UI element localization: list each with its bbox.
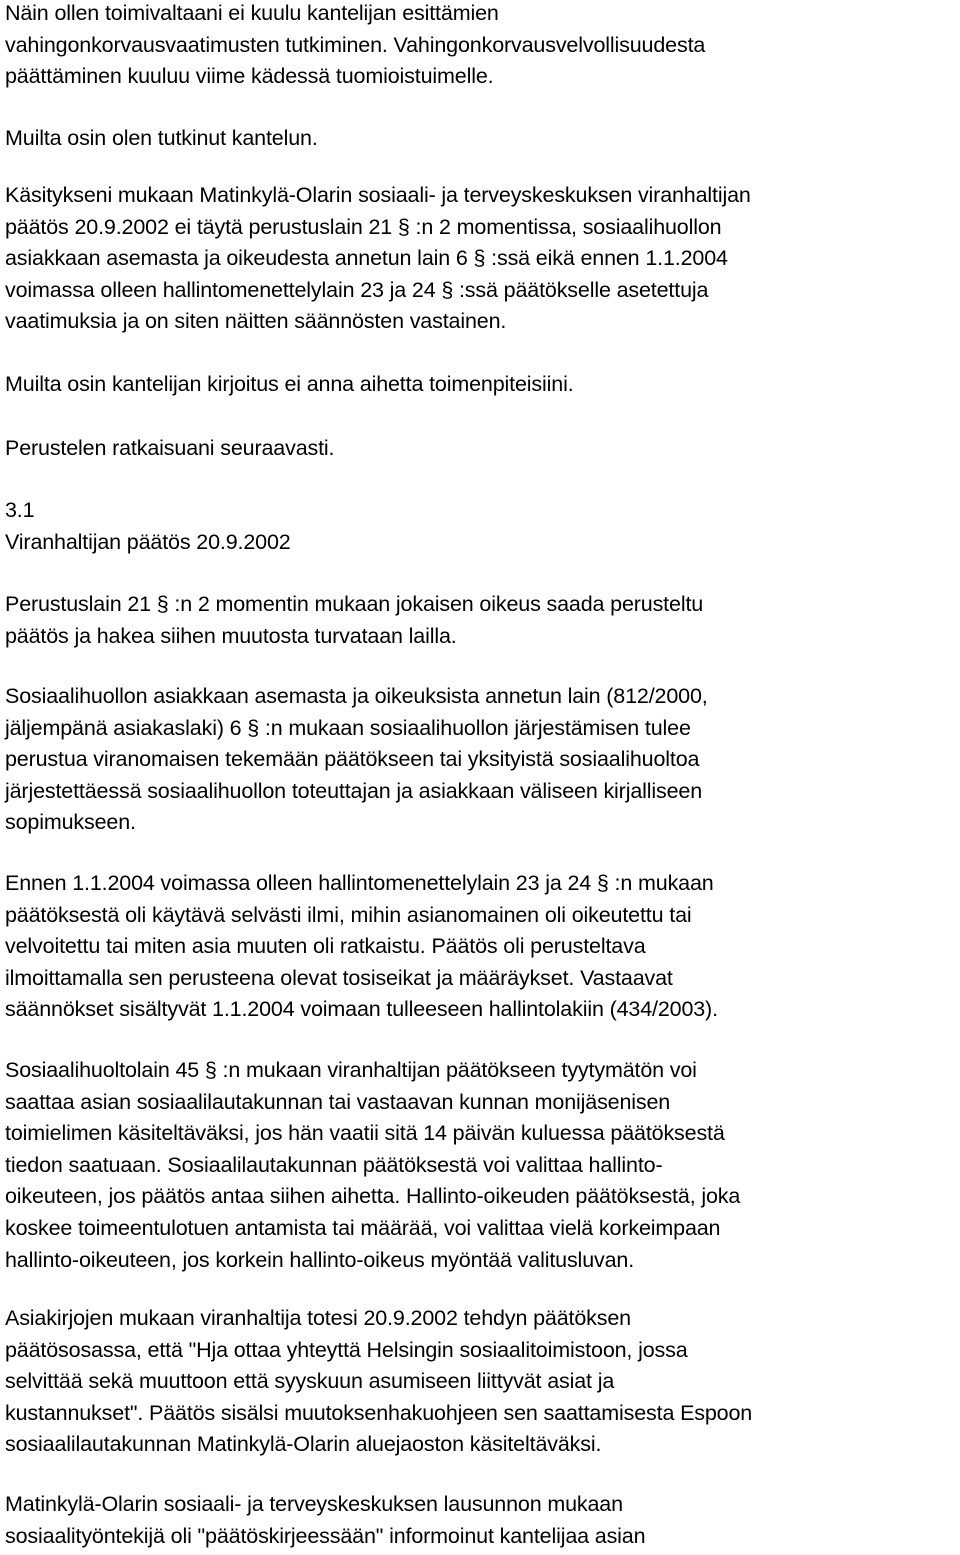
paragraph-11 — [5, 1303, 955, 1461]
text-line: päätös ja hakea siihen muutosta turvataan lailla. — [5, 623, 457, 648]
text-line: ilmoittamalla sen perusteena olevat tosiseikat ja määräykset. Vastaavat — [5, 965, 673, 990]
text-line: oikeuteen, jos päätös antaa siihen aihetta. Hallinto-oikeuden päätöksestä, joka — [5, 1184, 741, 1209]
text-line: jäljempänä asiakaslaki) 6 § :n mukaan sosiaalihuollon järjestämisen tulee — [5, 715, 691, 740]
text-line: vahingonkorvausvaatimusten tutkiminen. Vahingonkorvausvelvollisuudesta — [5, 32, 706, 57]
text-line: kustannukset". Päätös sisälsi muutoksenhakuohjeen sen saattamisesta Espoon — [5, 1400, 753, 1425]
section-heading — [5, 495, 955, 558]
text-line: säännökset sisältyvät 1.1.2004 voimaan tulleeseen hallintolakiin (434/2003). — [5, 997, 718, 1022]
text-line: Perustuslain 21 § :n 2 momentin mukaan jokaisen oikeus saada perusteltu — [5, 592, 704, 616]
text-line: Sosiaalihuollon asiakkaan asemasta ja oikeuksista annetun lain (812/2000, — [5, 684, 708, 708]
text-line: vaatimuksia ja on siten näitten säännösten vastainen. — [5, 309, 507, 334]
paragraph-3 — [5, 180, 955, 338]
paragraph-10 — [5, 1055, 955, 1276]
text-line: Muilta osin olen tutkinut kantelun. — [5, 126, 318, 150]
paragraph-2 — [5, 123, 955, 155]
paragraph-4 — [5, 369, 955, 401]
text-line: Matinkylä-Olarin sosiaali- ja terveyskeskuksen lausunnon mukaan — [5, 1492, 623, 1516]
text-line: sosiaalilautakunnan Matinkylä-Olarin aluejaoston käsiteltäväksi. — [5, 1432, 602, 1457]
text-line: päättäminen kuuluu viime kädessä tuomioistuimelle. — [5, 64, 494, 89]
section-number: 3.1 — [5, 498, 35, 522]
text-line: hallinto-oikeuteen, jos korkein hallinto-oikeus myöntää valitusluvan. — [5, 1247, 635, 1272]
text-line: perustua viranomaisen tekemään päätökseen tai yksityistä sosiaalihuoltoa — [5, 747, 700, 772]
paragraph-9 — [5, 868, 955, 1026]
text-line: sopimukseen. — [5, 810, 136, 835]
paragraph-8 — [5, 681, 955, 839]
text-line: Ennen 1.1.2004 voimassa olleen hallintomenettelylain 23 ja 24 § :n mukaan — [5, 871, 714, 895]
text-line: toimielimen käsiteltäväksi, jos hän vaatii sitä 14 päivän kuluessa päätöksestä — [5, 1121, 725, 1146]
text-line: saattaa asian sosiaalilautakunnan tai vastaavan kunnan monijäsenisen — [5, 1089, 671, 1114]
text-line: tiedon saatuaan. Sosiaalilautakunnan päätöksestä voi valittaa hallinto- — [5, 1152, 663, 1177]
text-line: järjestettäessä sosiaalihuollon toteuttajan ja asiakkaan väliseen kirjalliseen — [5, 778, 703, 803]
text-line: voimassa olleen hallintomenettelylain 23 ja 24 § :ssä päätökselle asetettuja — [5, 277, 709, 302]
text-line: päätöksestä oli käytävä selvästi ilmi, mihin asianomainen oli oikeutettu tai — [5, 902, 692, 927]
text-line: päätös 20.9.2002 ei täytä perustuslain 21 § :n 2 momentissa, sosiaalihuollon — [5, 214, 722, 239]
paragraph-12 — [5, 1489, 955, 1552]
section-title: Viranhaltijan päätös 20.9.2002 — [5, 529, 291, 554]
text-line: päätösosassa, että "Hja ottaa yhteyttä Helsingin sosiaalitoimistoon, jossa — [5, 1337, 688, 1362]
text-line: Muilta osin kantelijan kirjoitus ei anna aihetta toimenpiteisiini. — [5, 372, 574, 396]
paragraph-7 — [5, 589, 955, 652]
text-line: Perustelen ratkaisuani seuraavasti. — [5, 436, 335, 460]
text-line: koskee toimeentulotuen antamista tai määrää, voi valittaa vielä korkeimpaan — [5, 1215, 721, 1240]
paragraph-5 — [5, 433, 955, 465]
text-line: Asiakirjojen mukaan viranhaltija totesi 20.9.2002 tehdyn päätöksen — [5, 1306, 631, 1330]
text-line: asiakkaan asemasta ja oikeudesta annetun lain 6 § :ssä eikä ennen 1.1.2004 — [5, 246, 728, 271]
text-line: velvoitettu tai miten asia muuten oli ratkaistu. Päätös oli perusteltava — [5, 934, 646, 959]
text-line: Käsitykseni mukaan Matinkylä-Olarin sosiaali- ja terveyskeskuksen viranhaltijan — [5, 183, 751, 207]
paragraph-1 — [5, 0, 955, 93]
text-line: sosiaalityöntekijä oli "päätöskirjeessään" informoinut kantelijaa asian — [5, 1523, 646, 1548]
text-line: Sosiaalihuoltolain 45 § :n mukaan viranhaltijan päätökseen tyytymätön voi — [5, 1058, 697, 1082]
text-line: selvittää sekä muuttoon että syyskuun asumiseen liittyvät asiat ja — [5, 1369, 615, 1394]
text-line: Näin ollen toimivaltaani ei kuulu kantelijan esittämien — [5, 1, 499, 25]
